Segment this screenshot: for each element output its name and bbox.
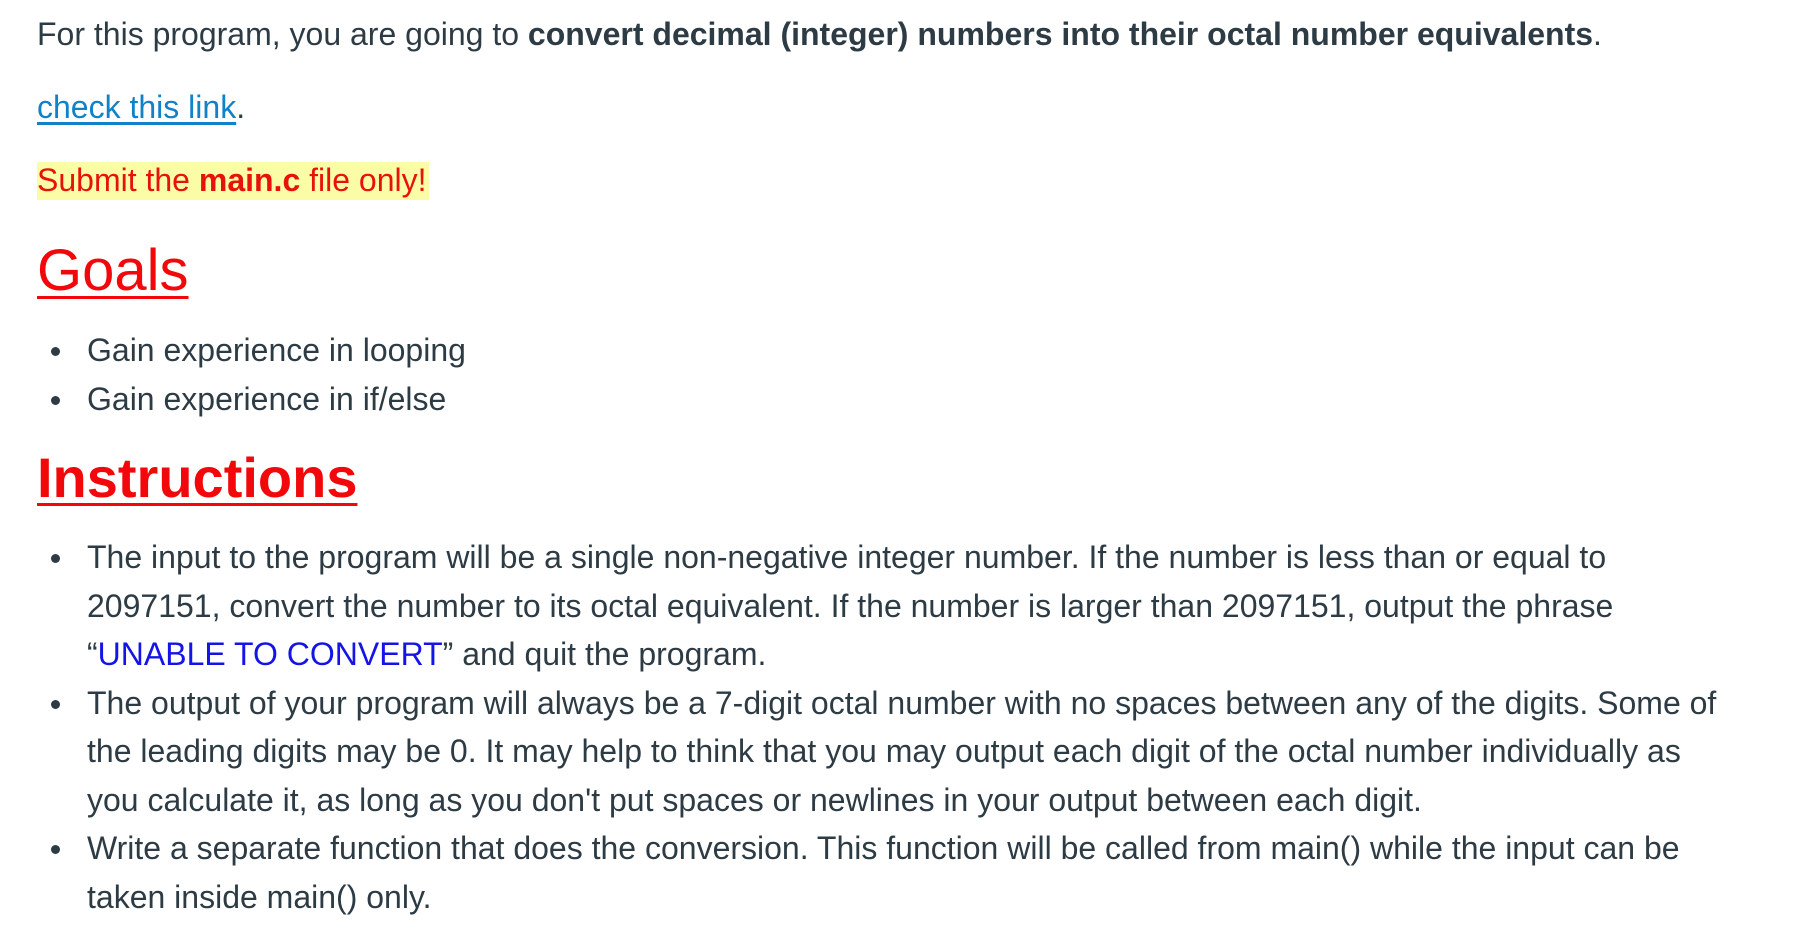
instruction-item-output: The output of your program will always be a 7-digit octal number with no spaces between any of the digits. Some of the leading digits may be 0. It may help to think that you may output each digit of the octal number individually as you calculate it, as long as you don't put spaces or newlines in your output between each digit. [37,679,1737,825]
goal-item: Gain experience in if/else [37,375,466,424]
instruction-item-function: Write a separate function that does the conversion. This function will be called from main() while the input can be taken inside main() only. [37,824,1737,921]
instruction-input-text-end: ” and quit the program. [442,636,767,672]
goal-item: Gain experience in looping [37,326,466,375]
check-link[interactable]: check this link [37,89,237,125]
submit-highlight [37,162,429,200]
goals-list [37,326,466,424]
instruction-item-input [37,533,1677,679]
link-paragraph [37,85,245,129]
instructions-heading: Instructions [37,446,358,509]
goals-heading: Goals [37,238,189,303]
unable-to-convert-phrase: UNABLE TO CONVERT [97,636,443,672]
instructions-list [37,533,1737,921]
link-period: . [236,89,246,125]
submit-notice [37,158,429,202]
submit-text-before: Submit the [37,162,199,198]
intro-bold-text: convert decimal (integer) numbers into their octal number equivalents [527,16,1594,52]
submit-text-after: file only! [300,162,427,198]
intro-period: . [1593,16,1602,52]
intro-text: For this program, you are going to [37,16,528,52]
submit-filename: main.c [198,162,301,198]
intro-paragraph [37,12,1602,56]
instruction-input-text: The input to the program will be a single non-negative integer number. If the number is less than or equal to 2097151, convert the number to its octal equivalent. If the number is larger than 2097151, output the phrase “ [87,539,1614,672]
